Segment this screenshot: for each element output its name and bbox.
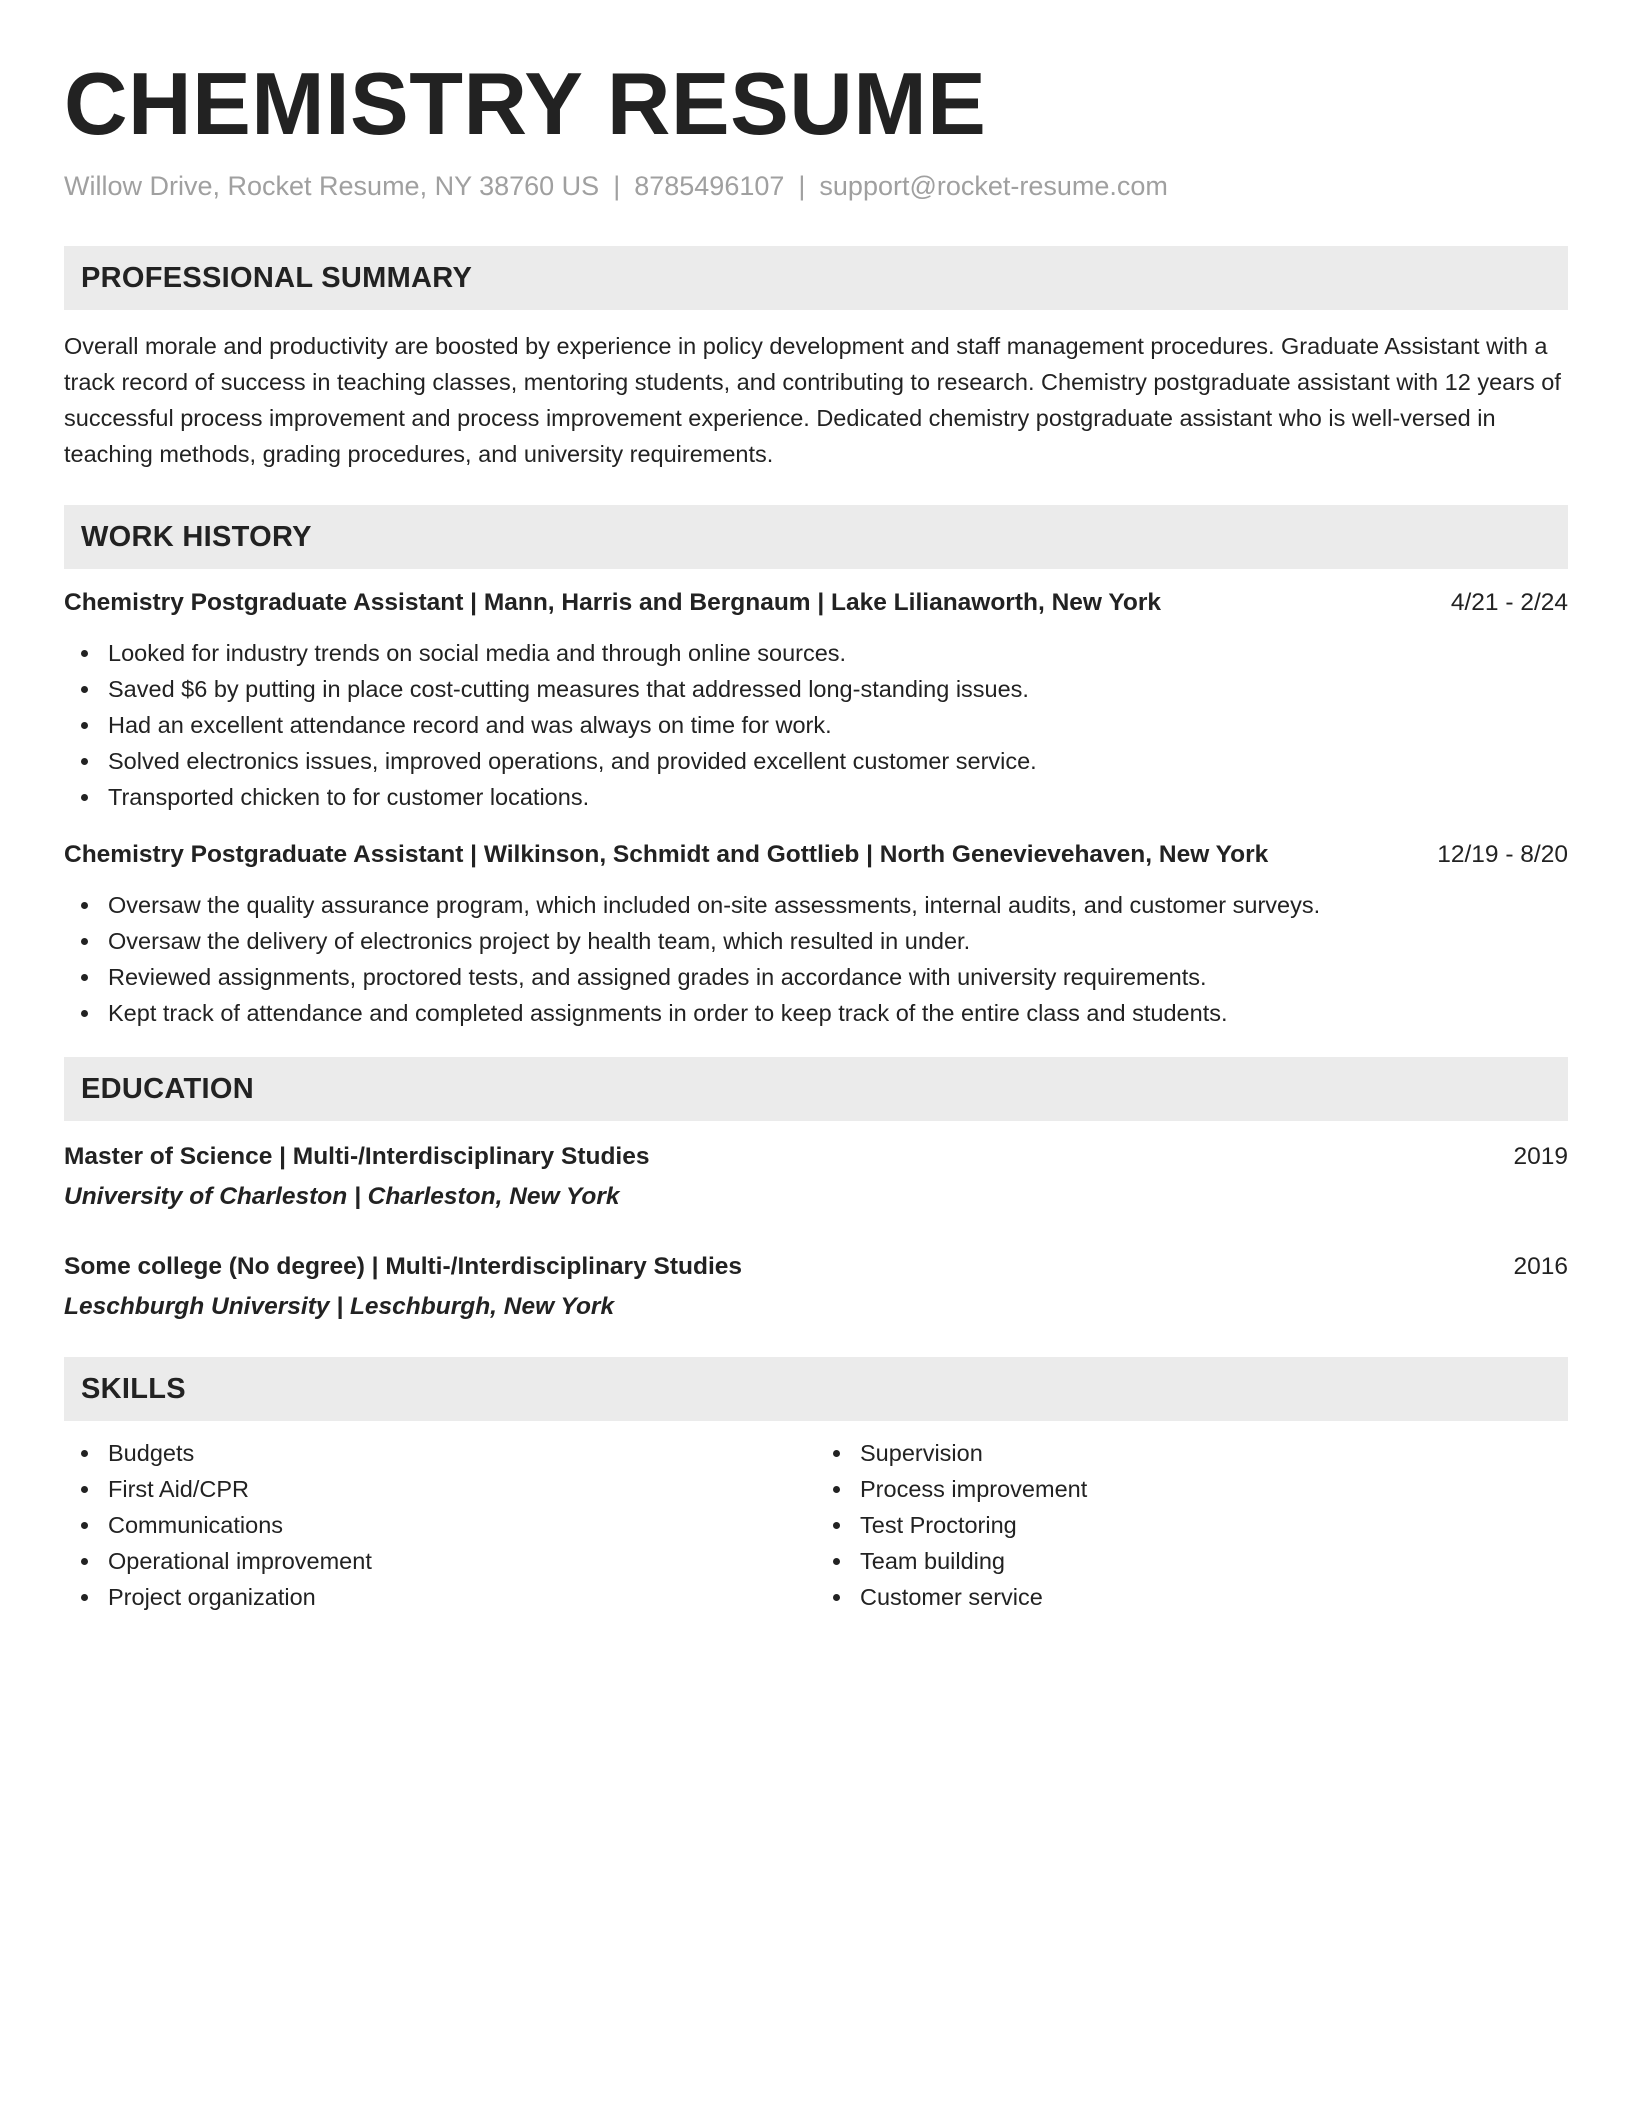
job-bullet: Oversaw the delivery of electronics project by health team, which resulted in under. — [108, 923, 1568, 959]
job-heading-row — [64, 585, 1568, 621]
skill-item: First Aid/CPR — [108, 1471, 816, 1507]
skill-item: Process improvement — [860, 1471, 1568, 1507]
skill-item: Project organization — [108, 1579, 816, 1615]
education-year: 2019 — [1513, 1143, 1568, 1170]
skill-item: Operational improvement — [108, 1543, 816, 1579]
skill-item: Team building — [860, 1543, 1568, 1579]
education-item — [64, 1247, 1568, 1327]
education-degree: Some college (No degree) | Multi-/Interdisciplinary Studies — [64, 1253, 743, 1280]
skill-item: Test Proctoring — [860, 1507, 1568, 1543]
job-bullet: Transported chicken to for customer locations. — [108, 779, 1568, 815]
job-bullet: Saved $6 by putting in place cost-cutting measures that addressed long-standing issues. — [108, 671, 1568, 707]
skills-columns — [64, 1435, 1568, 1615]
education-school: Leschburgh University | Leschburgh, New York — [64, 1293, 615, 1320]
job-bullet: Had an excellent attendance record and was always on time for work. — [108, 707, 1568, 743]
education-school: University of Charleston | Charleston, New York — [64, 1183, 620, 1210]
skill-item: Budgets — [108, 1435, 816, 1471]
contact-phone: 8785496107 — [634, 171, 785, 201]
education-section-header: EDUCATION — [64, 1057, 1568, 1121]
skills-column-left — [64, 1435, 816, 1615]
job-bullet-list — [64, 887, 1568, 1031]
education-degree: Master of Science | Multi-/Interdisciplinary Studies — [64, 1143, 650, 1170]
contact-line — [64, 168, 1568, 204]
job-bullet: Reviewed assignments, proctored tests, and assigned grades in accordance with university requirements. — [108, 959, 1568, 995]
job-dates: 12/19 - 8/20 — [1437, 841, 1568, 868]
job-bullet: Oversaw the quality assurance program, which included on-site assessments, internal audits, and customer surveys. — [108, 887, 1568, 923]
skills-section-header: SKILLS — [64, 1357, 1568, 1421]
contact-separator: | — [613, 171, 621, 201]
education-item — [64, 1137, 1568, 1217]
skill-item: Customer service — [860, 1579, 1568, 1615]
resume-name: CHEMISTRY RESUME — [64, 54, 987, 153]
job-dates: 4/21 - 2/24 — [1450, 589, 1568, 616]
summary-text: Overall morale and productivity are boosted by experience in policy development and staff management procedures. Graduate Assistant with a track record of success in teaching classes, mentoring students, and contributing to research. Chemistry postgraduate assistant with 12 years of successful process improvement and process improvement experience. Dedicated chemistry postgraduate assistant who is well-versed in teaching methods, grading procedures, and university requirements. — [64, 333, 1561, 467]
skill-item: Communications — [108, 1507, 816, 1543]
skill-item: Supervision — [860, 1435, 1568, 1471]
contact-separator: | — [798, 171, 806, 201]
work-history-section-header: WORK HISTORY — [64, 505, 1568, 569]
contact-address: Willow Drive, Rocket Resume, NY 38760 US — [64, 171, 600, 201]
job-bullet: Looked for industry trends on social media and through online sources. — [108, 635, 1568, 671]
education-year: 2016 — [1513, 1253, 1568, 1280]
job-title: Chemistry Postgraduate Assistant | Wilkinson, Schmidt and Gottlieb | North Genevievehaven, New York — [64, 841, 1269, 868]
summary-section-header: PROFESSIONAL SUMMARY — [64, 246, 1568, 310]
job-title: Chemistry Postgraduate Assistant | Mann, Harris and Bergnaum | Lake Lilianaworth, New York — [64, 589, 1161, 616]
job-bullet: Solved electronics issues, improved operations, and provided excellent customer service. — [108, 743, 1568, 779]
job-bullet: Kept track of attendance and completed assignments in order to keep track of the entire class and students. — [108, 995, 1568, 1031]
job-heading-row — [64, 837, 1568, 873]
job-bullet-list — [64, 635, 1568, 815]
skills-column-right — [816, 1435, 1568, 1615]
contact-email: support@rocket-resume.com — [819, 171, 1168, 201]
